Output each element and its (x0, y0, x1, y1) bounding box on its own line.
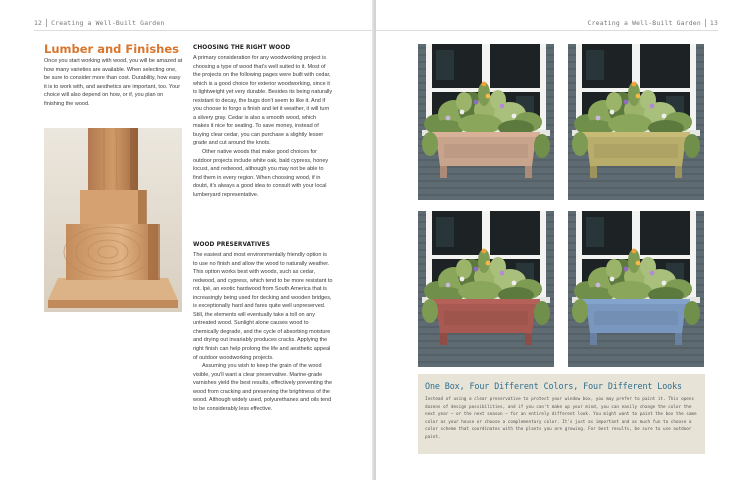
preservatives-section (193, 242, 333, 413)
choosing-heading: CHOOSING THE RIGHT WOOD (193, 45, 291, 51)
wood-blocks-illustration (44, 128, 182, 312)
running-head-title-right: Creating a Well-Built Garden (587, 19, 701, 27)
section-title: Lumber and Finishes (44, 42, 179, 56)
window-box-illustration-3 (418, 211, 554, 367)
window-box-illustration-2 (568, 44, 704, 200)
running-head-title-left: Creating a Well-Built Garden (51, 19, 165, 27)
caption-title: One Box, Four Different Colors, Four Different Looks (425, 381, 682, 391)
running-head-separator (46, 19, 47, 27)
window-box-photo-3 (418, 211, 554, 367)
page-number-left: 12 (34, 19, 43, 27)
wood-blocks-photo (44, 128, 182, 312)
running-head-left (34, 19, 164, 27)
window-box-illustration-1 (418, 44, 554, 200)
preservatives-paragraph-2: Assuming you wish to keep the grain of the wood visible, you'll want a clear preservative. Marine-grade varnishes yield the best results, effectively preventing the wood from cracking and preserving the brightness of the wood. Although widely used, polyurethanes and oils tend to be considerably less effective. (193, 363, 333, 412)
preservatives-heading: WOOD PRESERVATIVES (193, 242, 271, 248)
choosing-paragraph-1: A primary consideration for any woodworking project is choosing a type of wood that's well suited to it. Most of the projects on the following pages were built with cedar, which is a good choice for exterior woodworking, since it is lightweight yet very durable. Besides its being naturally resistant to decay, the bugs don't seem to like it. And if you choose to forgo a finish and let it weather, it will turn a silvery gray. Cedar is also a smooth wood, which makes it nice for seating. To save money, instead of buying clear cedar, you can purchase a slightly lesser grade and cut around the knots. (193, 55, 333, 147)
left-page (0, 0, 374, 480)
window-box-illustration-4 (568, 211, 704, 367)
choosing-body (193, 54, 333, 199)
preservatives-body (193, 251, 333, 413)
caption-text: Instead of using a clear preservative to protect your window box, you may prefer to paint it. This opens dozens of design possibilities, and if you can't make up your mind, you can easily change the color the next year — or the next season — for an entirely different look. You might want to paint the box the same color as your house or choose a complementary color. It's just as important and as much fun to choose a color scheme that coordinates with the plants you are growing. For best results, be sure to use outdoor paint. (425, 397, 697, 440)
photo-caption-box (418, 374, 705, 454)
preservatives-paragraph-1: The easiest and most environmentally friendly option is to use no finish and allow the wood to naturally weather. This option works best with woods, such as cedar, redwood, and cypress, which tend to be more resistant to rot. Ipé, an exotic hardwood from South America that is increasingly being used for decking and wooden bridges, is exceptionally hard and fares quite well unpreserved. Still, the elements will eventually take a toll on any untreated wood. Sunlight alone causes wood to chemically degrade, and the cycle of absorbing moisture and drying out invariably produces cracks. Applying the right finish can help prolong the life and aesthetic appeal of outdoor woodworking projects. (193, 252, 333, 361)
choosing-paragraph-2: Other native woods that make good choices for outdoor projects include white oak, bald cypress, honey locust, and redwood, although you may not be able to find them in every region. When choosing wood, if in doubt, it's always a good idea to consult with your local lumberyard representative. (193, 149, 329, 198)
window-box-photo-2 (568, 44, 704, 200)
running-head-separator (705, 19, 706, 27)
choosing-section (193, 45, 333, 199)
running-head-right (588, 19, 718, 27)
window-box-photo-4 (568, 211, 704, 367)
running-head-rule-right (376, 30, 718, 31)
page-number-right: 13 (709, 19, 718, 27)
running-head-rule-left (34, 30, 374, 31)
window-box-photo-1 (418, 44, 554, 200)
intro-paragraph: Once you start working with wood, you will be amazed at how many varieties are available. When selecting one, be sure to consider more than cost. Durability, how easy it is to work with, and aesthetics are important, too. Your choice will also depend on how, or if, you plan on finishing the wood. (44, 58, 183, 107)
